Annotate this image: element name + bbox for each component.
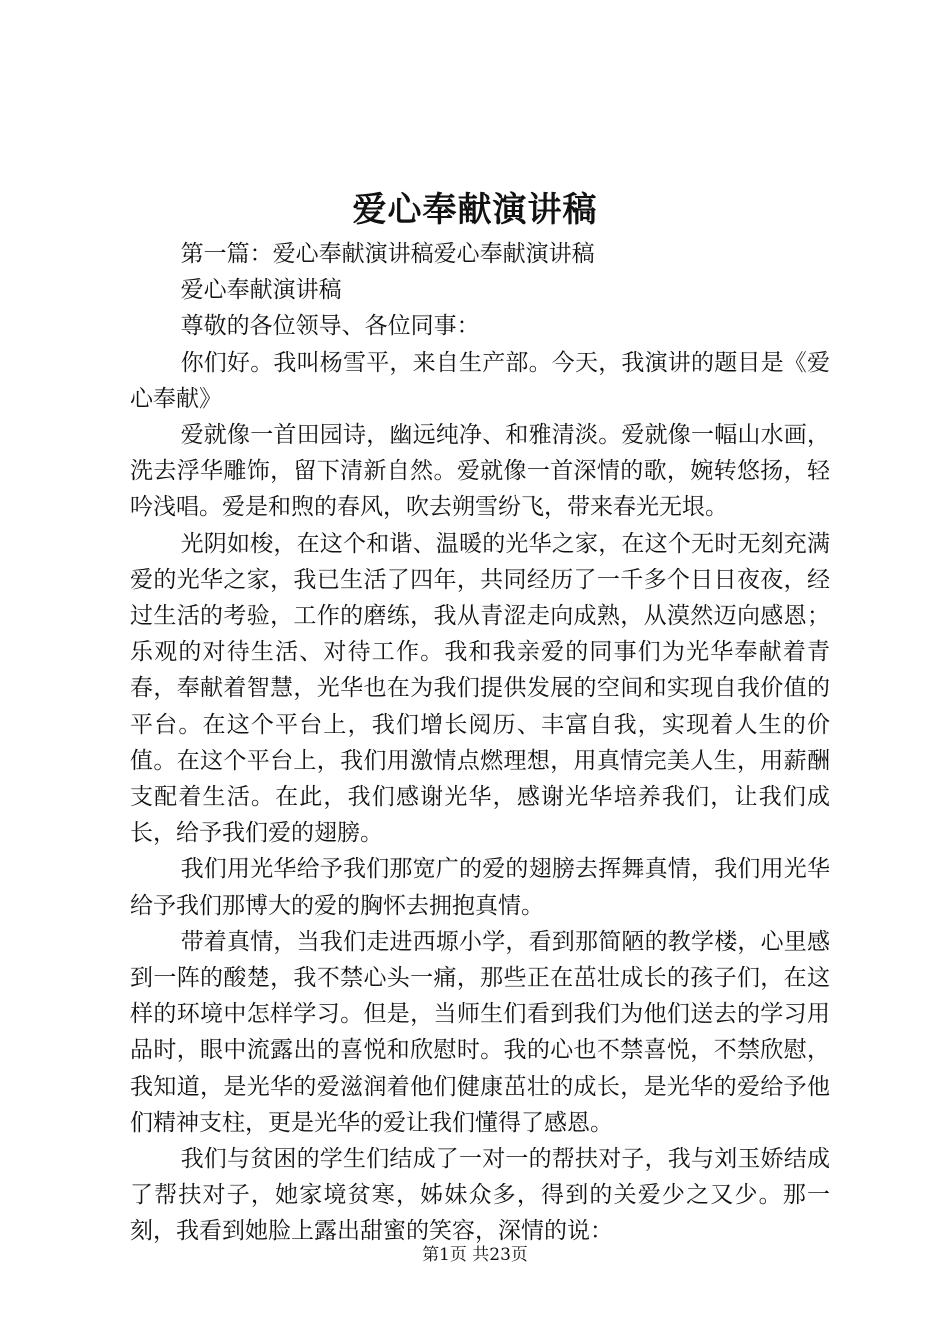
document-title: 爱心奉献演讲稿 (352, 190, 598, 230)
paragraph-9: 我们与贫困的学生们结成了一对一的帮扶对子，我与刘玉娇结成了帮扶对子，她家境贫寒，姊妹众多，得到的关爱少之又少。那一刻，我看到她脸上露出甜蜜的笑容，深情的说： (130, 1146, 830, 1245)
page-footer: 第1页 共23页 (422, 1245, 528, 1265)
document-body (130, 236, 830, 1250)
paragraph-4: 你们好。我叫杨雪平，来自生产部。今天，我演讲的题目是《爱心奉献》 (130, 349, 830, 412)
paragraph-8: 带着真情，当我们走进西塬小学，看到那简陋的教学楼，心里感到一阵的酸楚，我不禁心头一痛，那些正在茁壮成长的孩子们，在这样的环境中怎样学习。但是，当师生们看到我们为他们送去的学习用品时，眼中流露出的喜悦和欣慰时。我的心也不禁喜悦，不禁欣慰，我知道，是光华的爱滋润着他们健康茁壮的成长，是光华的爱给予他们精神支柱，更是光华的爱让我们懂得了感恩。 (130, 928, 830, 1136)
paragraph-1: 第一篇：爱心奉献演讲稿爱心奉献演讲稿 (180, 241, 595, 267)
paragraph-5: 爱就像一首田园诗，幽远纯净、和雅清淡。爱就像一幅山水画，洗去浮华雕饰，留下清新自然。爱就像一首深情的歌，婉转悠扬，轻吟浅唱。爱是和煦的春风，吹去朔雪纷飞，带来春光无垠。 (130, 422, 830, 521)
paragraph-7: 我们用光华给予我们那宽广的爱的翅膀去挥舞真情，我们用光华给予我们那博大的爱的胸怀去拥抱真情。 (130, 856, 830, 919)
paragraph-6: 光阴如梭，在这个和谐、温暖的光华之家，在这个无时无刻充满爱的光华之家，我已生活了四年，共同经历了一千多个日日夜夜，经过生活的考验，工作的磨练，我从青涩走向成熟，从漠然迈向感恩；乐观的对待生活、对待工作。我和我亲爱的同事们为光华奉献着青春，奉献着智慧，光华也在为我们提供发展的空间和实现自我价值的平台。在这个平台上，我们增长阅历、丰富自我，实现着人生的价值。在这个平台上，我们用激情点燃理想，用真情完美人生，用薪酬支配着生活。在此，我们感谢光华，感谢光华培养我们，让我们成长，给予我们爱的翅膀。 (130, 530, 830, 847)
paragraph-3: 尊敬的各位领导、各位同事： (180, 313, 480, 340)
paragraph-2: 爱心奉献演讲稿 (180, 277, 342, 304)
